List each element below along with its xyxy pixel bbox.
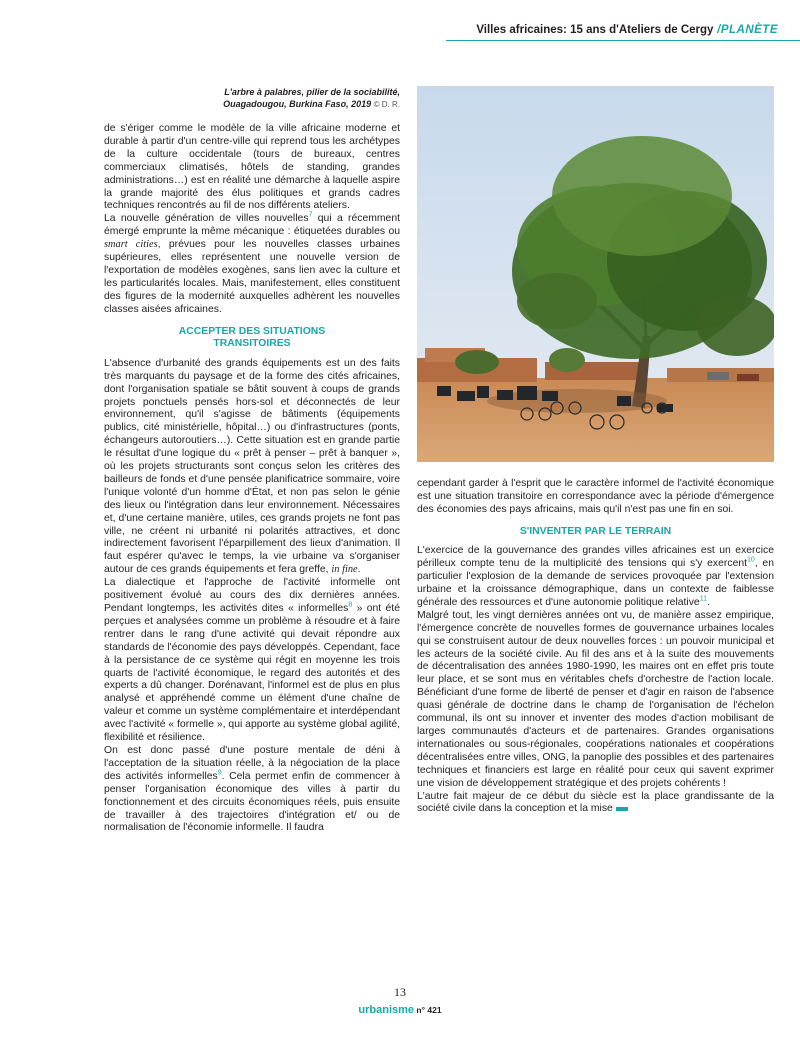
issue-number: n° 421 [414,1005,442,1015]
paragraph: La nouvelle génération de villes nouvelles$^7$ qui a récemment émergé emprunte la même mécanique : étiquetées durables ou smart cities, prévues pour les nouvelles classes urbaines supérieures, elles représentent une nouvelle version de l'exportation de modèles exogènes, sans lien avec la culture et les particularités locales. Mais, manifestement, elles constituent des figures de la modernité auxquelles adhèrent les nouvelles classes aisées africaines. [104,211,401,315]
caption-line-1: L'arbre à palabres, pilier de la sociabilité, [224,87,400,97]
footnote-ref[interactable]: 9 [217,769,222,777]
page-footer [0,985,800,1018]
palaver-tree-photo [417,86,774,462]
paragraph: de s'ériger comme le modèle de la ville africaine moderne et durable à partir d'un centre-ville qui reprend tous les archétypes de la culture occidentale (tours de bureaux, centres commerciaux climatisés, hôtels de standing, grandes administrations…) est en réalité une démarche à laquelle aspire la grande majorité des élus politiques et grands cadres techniques rencontrés au fil de nos différents ateliers. [104,123,400,212]
header-section: PLANÈTE [720,24,778,36]
photo-credit: © D. R. [373,100,400,109]
paragraph: L'exercice de la gouvernance des grandes villes africaines est un exercice périlleux compte tenu de la multiplicité des tensions qui s'y exercent$^{10}$, en particulier l'explosion de la demande de services provoquée par l'extension urbaine et la croissance démographique, dans un contexte de faiblesse générale des ressources et d'une autonomie politique relative$^{11}$. [417,545,774,608]
section-heading-sinventer: S'INVENTER PAR LE TERRAIN [519,525,672,537]
magazine-logo: urbanisme [358,1004,415,1016]
photo-caption [200,86,400,111]
header-rule [446,40,800,41]
section-heading-accepter: ACCEPTER DES SITUATIONS TRANSITOIRES [178,325,326,350]
caption-line-2: Ouagadougou, Burkina Faso, 2019 [223,99,372,109]
running-header [476,24,778,36]
paragraph: On est donc passé d'une posture mentale de déni à l'acceptation de la situation réelle, à la négociation de la place des activités informelles$^9$. Cela permet enfin de commencer à penser l'organisation économique des villes à partir du fonctionnement et des circuits économiques réels, puis ensuite de travailler à des trajectoires d'intégration et/ ou de normalisation de l'économie informelle. Il faudra [104,744,400,834]
footnote-ref[interactable]: 7 [308,211,313,219]
text-column-right [417,478,774,816]
footnote-ref[interactable]: 10 [747,556,755,564]
page-number: 13 [394,985,406,999]
header-title: Villes africaines: 15 ans d'Ateliers de Cergy [476,24,714,36]
text-column-left [104,123,400,835]
paragraph: La dialectique et l'approche de l'activité informelle ont positivement évolué au cours des dix dernières années. Pendant longtemps, les activités dites « informelles$^8$ » ont été perçues et analysées comme un problème à résoudre et à faire rentrer dans le rang d'une activité qui devait répondre aux standards de l'économie des pays développés. Cependant, face à la persistance de ce système qui régit en moyenne les trois quarts de l'activité économique, le regard des autorités et des experts a dû changer. Dorénavant, l'informel est de plus en plus analysé et appréhendé comme un élément d'une chaîne de valeur et comme un système complémentaire et interdépendant avec l'activité « formelle », qui apporte au système global agilité, flexibilité et résilience. [104,577,400,744]
paragraph: L'autre fait majeur de ce début du siècle est la place grandissante de la société civile dans la conception et la mise [417,790,774,815]
footnote-ref[interactable]: 8 [348,601,353,609]
paragraph: Malgré tout, les vingt dernières années ont vu, de manière assez empirique, l'émergence concrète de nouvelles formes de gouvernance urbaines locales qui se construisent autour de deux nouvelles forces : un pouvoir municipal et les acteurs de la société civile. Au fil des ans et à la suite des mouvements de décentralisation des années 1980-1990, les maires ont en effet pris toute leur place, et se sont mus en véritables chefs d'orchestre de l'action locale. Bénéficiant d'une forme de liberté de penser et d'agir en raison de l'absence quasi générale de doctrine dans le champ de l'organisation de l'échelon communal, ils ont su innover et inventer des modes d'action mobilisant de larges communautés d'acteurs et de partenaires. Grandes organisations internationales ou sous-régionales, coopérations nationales et coopérations décentralisées entre villes, ONG, la panoplie des possibles et des partenaires techniques et financiers est large en réalité pour ceux qui savent exprimer une vision de développement stratégique et des projets cohérents ! [417,609,774,789]
photo-illustration [417,86,774,462]
paragraph: L'absence d'urbanité des grands équipements est un des faits très marquants du paysage et de la forme des cités africaines, dont l'organisation spatiale se bâtit souvent à coups de grands projets ponctuels pensés hors-sol et déconnectés de leur environnement, qu'il s'agisse de bâtiments (équipements publics, cité ministérielle, hôpital…) ou d'infrastructures (ponts, échangeurs autoroutiers…). Cette situation est en grande partie le résultat d'une logique du « prêt à penser – prêt à banquer », où les projets structurants sont conçus selon les critères des bailleurs de fonds et d'une pensée planificatrice sommaire, voire l'unique volonté d'un homme d'État, et non pas selon le génie des lieux ou l'intégration dans leur environnement. Nécessaires et, d'une certaine manière, utiles, ces grands projets ne font pas ville, ne créent ni urbanité ni polarités attractives, et donc indirectement favorisent l'éparpillement des lieux d'animation. Il faut espérer qu'avec le temps, la vie urbaine va s'organiser autour de ces grands équipements et fera greffe, in fine. [104,357,400,576]
header-separator: / [713,24,721,36]
continuation-mark [616,807,628,811]
paragraph: cependant garder à l'esprit que le caractère informel de l'activité économique est une situation transitoire en correspondance avec la période d'émergence des économies des pays africains, mais qu'il n'est pas une fin en soi. [417,478,774,515]
footnote-ref[interactable]: 11 [699,595,707,603]
